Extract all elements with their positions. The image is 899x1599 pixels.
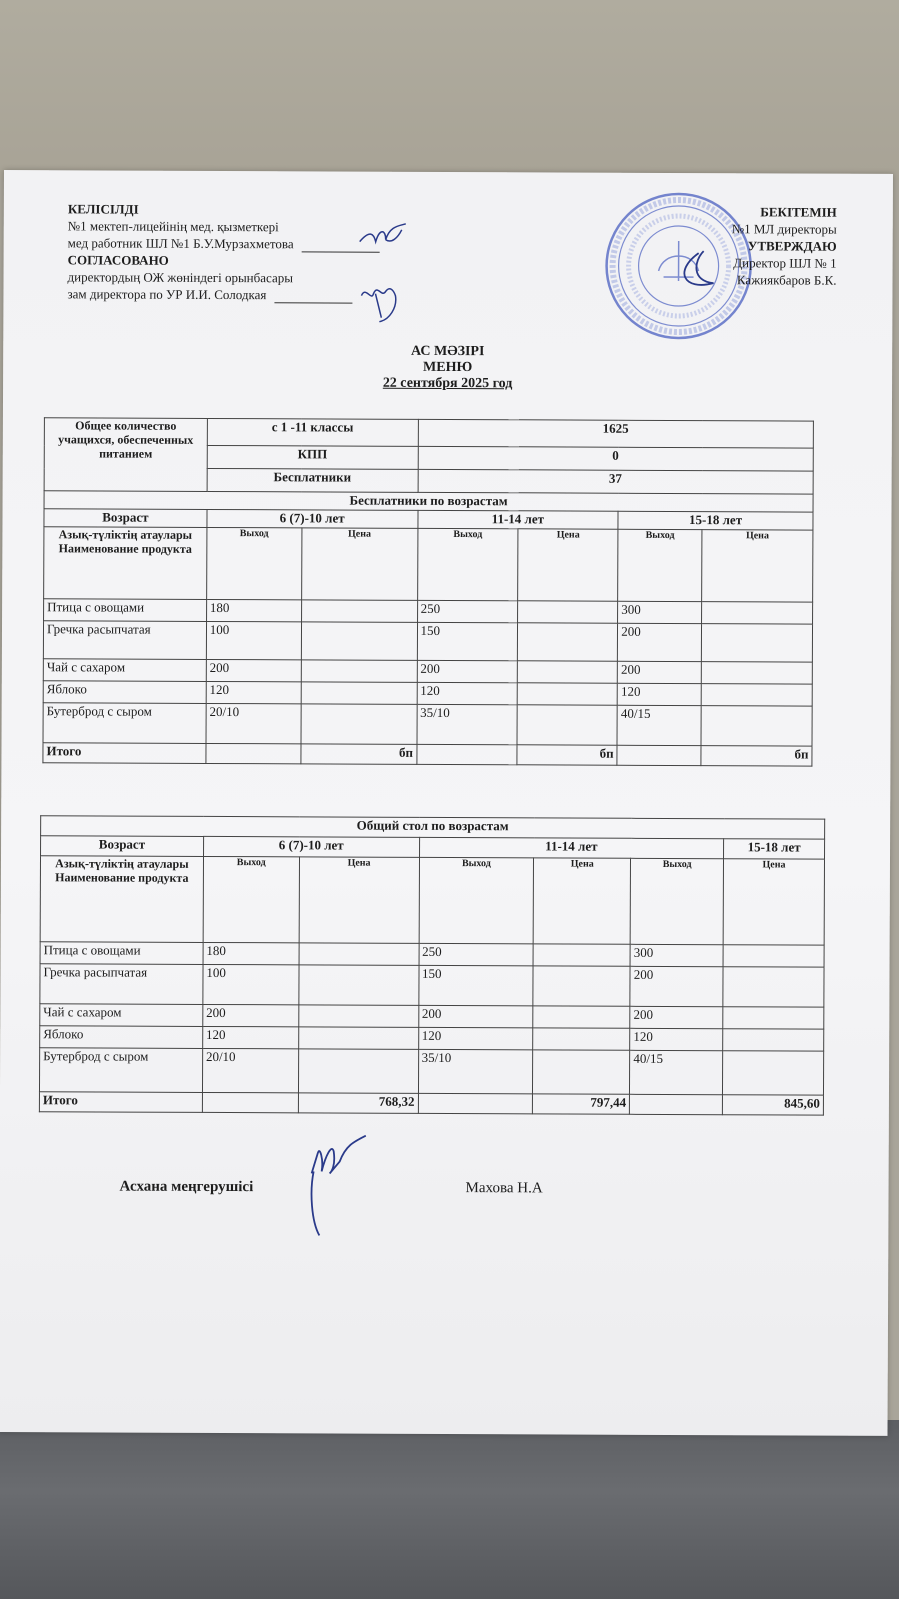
total-value: 797,44 <box>533 1094 630 1114</box>
age-group: 15-18 лет <box>618 511 813 530</box>
out-value: 180 <box>206 599 301 621</box>
price-header: Цена <box>702 530 813 602</box>
product-name: Гречка расыпчатая <box>43 621 206 660</box>
out-value: 40/15 <box>630 1050 723 1094</box>
out-value: 150 <box>418 965 533 1006</box>
summary-name: с 1 -11 классы <box>207 418 418 446</box>
table-row <box>43 703 812 746</box>
out-value: 35/10 <box>417 704 518 744</box>
signature-line <box>274 290 352 303</box>
out-value: 120 <box>203 1026 299 1048</box>
total-value: 768,32 <box>298 1093 418 1114</box>
signature-mark <box>356 220 426 250</box>
total-value: бп <box>301 744 417 765</box>
product-name: Бутерброд с сыром <box>43 703 206 744</box>
product-name: Бутерброд с сыром <box>39 1048 202 1093</box>
table-row <box>43 743 812 766</box>
title-kz: АС МӘЗІРІ <box>410 343 485 360</box>
out-value: 200 <box>418 1005 533 1028</box>
summary-name: Бесплатники <box>207 468 418 492</box>
menu-title <box>3 342 892 394</box>
price-header: Цена <box>533 858 630 944</box>
out-value: 200 <box>630 1006 723 1028</box>
out-value: 20/10 <box>206 703 301 743</box>
out-value: 40/15 <box>617 705 701 745</box>
product-name: Птица с овощами <box>44 599 207 622</box>
total-value: бп <box>517 745 617 765</box>
out-value: 200 <box>630 966 723 1006</box>
table-row <box>40 964 824 1007</box>
approve-ru: УТВЕРЖДАЮ <box>747 238 837 254</box>
approve-kz: БЕКІТЕМІН <box>760 204 837 220</box>
price-header: Цена <box>299 857 419 944</box>
summary-value: 1625 <box>418 419 814 448</box>
out-value: 120 <box>418 1027 533 1050</box>
summary-name: КПП <box>207 445 418 469</box>
out-value: 200 <box>203 1004 299 1026</box>
product-header: Азық-түліктің атаулары Наименование продукта <box>40 856 203 943</box>
menu-date: 22 сентября 2025 год <box>382 375 513 392</box>
out-value: 100 <box>203 964 299 1004</box>
total-label: Итого <box>39 1092 202 1113</box>
price-header: Цена <box>723 859 824 945</box>
product-name: Чай с сахаром <box>40 1004 203 1027</box>
summary-value: 0 <box>418 446 814 471</box>
age-group: 15-18 лет <box>724 839 825 859</box>
title-ru: МЕНЮ <box>423 359 473 376</box>
background-wall <box>0 0 899 180</box>
table-caption: Общий стол по возрастам <box>41 816 825 839</box>
age-group: 11-14 лет <box>417 510 618 529</box>
table-row <box>43 621 812 662</box>
product-name: Птица с овощами <box>40 942 203 965</box>
out-value: 300 <box>618 601 702 623</box>
out-value: 150 <box>417 622 518 660</box>
out-header: Выход <box>618 529 702 601</box>
approval-block-right <box>731 203 836 288</box>
director-name: Кажиякбаров Б.К. <box>736 272 837 288</box>
out-value: 200 <box>618 661 702 683</box>
canteen-head-name: Махова Н.А <box>465 1180 543 1197</box>
price-header: Цена <box>518 529 618 601</box>
out-value: 200 <box>206 659 301 681</box>
out-value: 300 <box>630 944 723 966</box>
age-label: Возраст <box>44 509 207 528</box>
out-value: 200 <box>618 623 702 661</box>
summary-label: Общее количество учащихся, обеспеченных питанием <box>44 418 207 492</box>
table-caption: Бесплатники по возрастам <box>44 491 813 512</box>
deputy-line-kz: директордың ОЖ жөніндегі орынбасары <box>67 269 294 286</box>
out-value: 20/10 <box>202 1048 298 1092</box>
table-row <box>40 856 824 945</box>
out-header: Выход <box>417 528 518 600</box>
product-header: Азық-түліктің атаулары Наименование продукта <box>44 527 207 600</box>
age-group: 6 (7)-10 лет <box>207 509 418 528</box>
out-value: 35/10 <box>418 1049 533 1094</box>
menu-document <box>0 170 893 1436</box>
out-value: 180 <box>203 942 299 964</box>
age-group: 11-14 лет <box>419 837 724 858</box>
director-line-kz: №1 МЛ директоры <box>731 221 837 237</box>
medic-line-ru: мед работник ШЛ №1 Б.У.Мурзахметова <box>68 234 380 252</box>
product-name: Яблоко <box>40 1026 203 1049</box>
canteen-head-role: Асхана меңгерушісі <box>119 1178 254 1196</box>
total-value: бп <box>701 746 812 766</box>
out-header: Выход <box>419 857 534 944</box>
table-row <box>44 418 813 448</box>
out-header: Выход <box>203 856 299 942</box>
agreed-kz: КЕЛІСІЛДІ <box>67 201 139 217</box>
summary-value: 37 <box>418 469 814 494</box>
out-value: 250 <box>417 600 518 622</box>
age-label: Возраст <box>41 836 204 857</box>
table-row <box>39 1048 823 1095</box>
product-name: Чай с сахаром <box>43 659 206 682</box>
signature-mark <box>355 280 415 326</box>
age-group: 6 (7)-10 лет <box>203 836 419 857</box>
general-table <box>39 815 825 1115</box>
product-name: Гречка расыпчатая <box>40 964 203 1005</box>
free-meals-table <box>42 417 814 766</box>
price-header: Цена <box>301 528 417 601</box>
out-value: 120 <box>417 682 518 704</box>
agreed-ru: СОГЛАСОВАНО <box>67 252 169 268</box>
out-value: 120 <box>630 1028 723 1050</box>
out-value: 100 <box>206 621 301 659</box>
deputy-line-ru: зам директора по УР И.И. Солодкая <box>67 285 379 303</box>
medic-line-kz: №1 мектеп-лицейінің мед. қызметкері <box>67 218 279 235</box>
out-header: Выход <box>206 527 301 599</box>
approval-block-left <box>67 200 379 303</box>
director-line-ru: Директор ШЛ № 1 <box>733 255 837 271</box>
product-name: Яблоко <box>43 681 206 704</box>
table-row <box>39 1092 823 1115</box>
total-value: 845,60 <box>722 1095 823 1115</box>
signature-mark <box>305 1131 375 1241</box>
total-label: Итого <box>43 743 206 764</box>
out-value: 120 <box>617 683 701 705</box>
background-floor <box>0 1420 899 1599</box>
out-value: 200 <box>417 660 518 682</box>
table-row <box>44 527 813 602</box>
out-value: 250 <box>419 943 534 966</box>
out-value: 120 <box>206 681 301 703</box>
out-header: Выход <box>630 858 723 944</box>
